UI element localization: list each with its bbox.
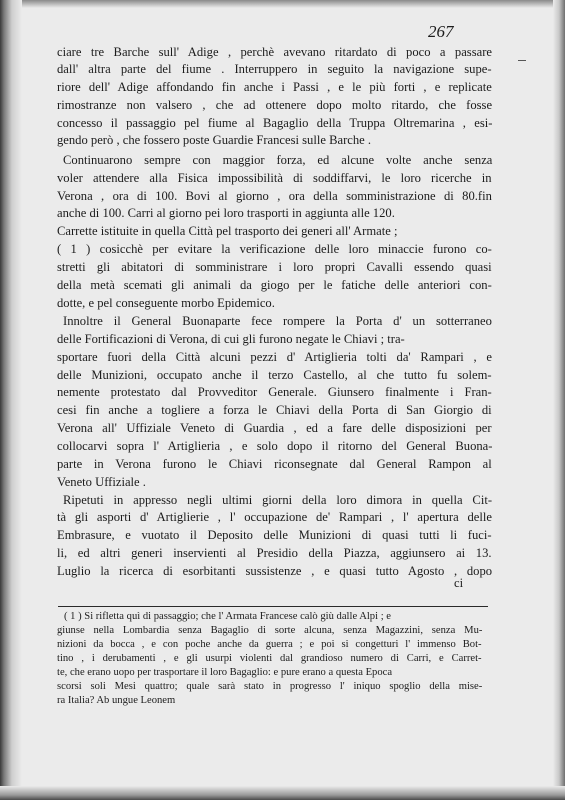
body-line: nemente protestato dal Provveditor Generale. Giunsero finalmente i Fran- <box>57 385 492 399</box>
body-line: stretti gli abitatori di somministrare i loro propri Cavalli essendo quasi <box>57 260 492 274</box>
body-line: delle Fortificazioni di Verona, di cui gli furono negate le Chiavi ; tra- <box>57 332 405 346</box>
footnote-line: nizioni da bocca , e con poche anche da guerra ; e poi si congetturi l' immenso Bot- <box>57 639 482 650</box>
page-bottom-shadow <box>0 786 565 800</box>
body-line: ciare tre Barche sull' Adige , perchè avevano ritardato di poco a passare <box>57 45 492 59</box>
footnote-line: ra Italia? Ab ungue Leonem <box>57 695 176 706</box>
body-line: Verona all' Uffiziale Veneto di Guardia , ed a fare delle disposizioni per <box>57 421 492 435</box>
body-line: ( 1 ) cosicchè per evitare la verificazione delle loro minaccie furono co- <box>57 242 492 256</box>
body-line: delle Munizioni, occupato anche il terzo Castello, al che tutto fu solem- <box>57 368 492 382</box>
body-line: riore dell' Adige affondando fin anche i Passi , e le più forti , e replicate <box>57 80 492 94</box>
body-line: Continuarono sempre con maggior forza, ed alcune volte anche senza <box>63 153 493 167</box>
margin-mark <box>518 60 526 61</box>
body-line: gendo però , che fossero poste Guardie Francesi sulle Barche . <box>57 133 372 147</box>
body-line: anche di 100. Carri al giorno pei loro trasporti in aggiunta alle 120. <box>57 206 395 220</box>
footnote-line: tino , i derubamenti , e gli usurpi violenti dal grandioso numero di Carri, e Carret- <box>57 653 482 664</box>
body-line: ci <box>454 576 464 590</box>
body-line: Ripetuti in appresso negli ultimi giorni della loro dimora in quella Cit- <box>63 493 493 507</box>
body-line: tà gli asporti d' Artiglierie , l' occupazione de' Rampari , l' apertura delle <box>57 510 492 524</box>
page-number: 267 <box>428 22 454 41</box>
body-line: Embrasure, e vuotato il Deposito delle Munizioni di quasi tutti li fuci- <box>57 528 492 542</box>
footnote-line: giunse nella Lombardia senza Bagaglio di sorte alcuna, senza Magazzini, senza Mu- <box>57 625 483 636</box>
footnote-line: scorsi soli Mesi quattro; quale sarà stato in progresso l' iniquo spoglio della mise- <box>57 681 483 692</box>
body-line: Carrette istituite in quella Città pel trasporto dei generi all' Armate ; <box>57 224 398 238</box>
footnote-line: ( 1 ) Si rifletta quì di passaggio; che l' Armata Francese calò giù dalle Alpi ; e <box>64 611 391 622</box>
body-line: Innoltre il General Buonaparte fece rompere la Porta d' un sotterraneo <box>63 314 492 328</box>
page-top-shadow <box>0 0 565 8</box>
page-right-shadow <box>553 0 565 800</box>
body-line: cesi fin anche a togliere a forza le Chiavi della Porta di San Giorgio di <box>57 403 492 417</box>
body-line: della metà scemati gli animali da giogo per le fatiche delle anteriori con- <box>57 278 492 292</box>
body-line: concesso il passaggio pel fiume al Bagaglio della Truppa Oltremarina , esi- <box>57 116 493 130</box>
body-line: dall' altra parte del fiume . Interruppero in seguito la navigazione supe- <box>57 62 492 76</box>
body-line: Veneto Uffiziale . <box>57 475 146 489</box>
footnote-rule <box>58 606 488 607</box>
body-line: Verona , ora di 100. Bovi al giorno , ora della somministrazione di 80.fin <box>57 189 492 203</box>
page-left-shadow <box>0 0 22 800</box>
body-line: li, ed altri generi inservienti al Presidio della Piazza, aggiunsero ai 13. <box>57 546 492 560</box>
body-line: collocarvi sopra l' Artiglieria , e solo dopo il ritorno del General Buona- <box>57 439 493 453</box>
footnote-line: te, che erano uopo per trasportare il loro Bagaglio: e pure erano a questa Epoca <box>57 667 393 678</box>
body-line: rimostranze non valsero , che ad ottenere dopo molto ritardo, che fosse <box>57 98 493 112</box>
body-line: parte in Verona furono le Chiavi riconsegnate dal General Rampon al <box>57 457 492 471</box>
body-line: Luglio la ricerca di esorbitanti sussistenze , e quasi tutto Agosto , dopo <box>57 564 493 578</box>
body-line: sportare fuori della Città alcuni pezzi d' Artiglieria tolti da' Rampari , e <box>57 350 492 364</box>
body-line: voler attendere alla Fisica impossibilità di soddiffarvi, le loro ricerche in <box>57 171 492 185</box>
body-line: dotte, e pel conseguente morbo Epidemico. <box>57 296 275 310</box>
